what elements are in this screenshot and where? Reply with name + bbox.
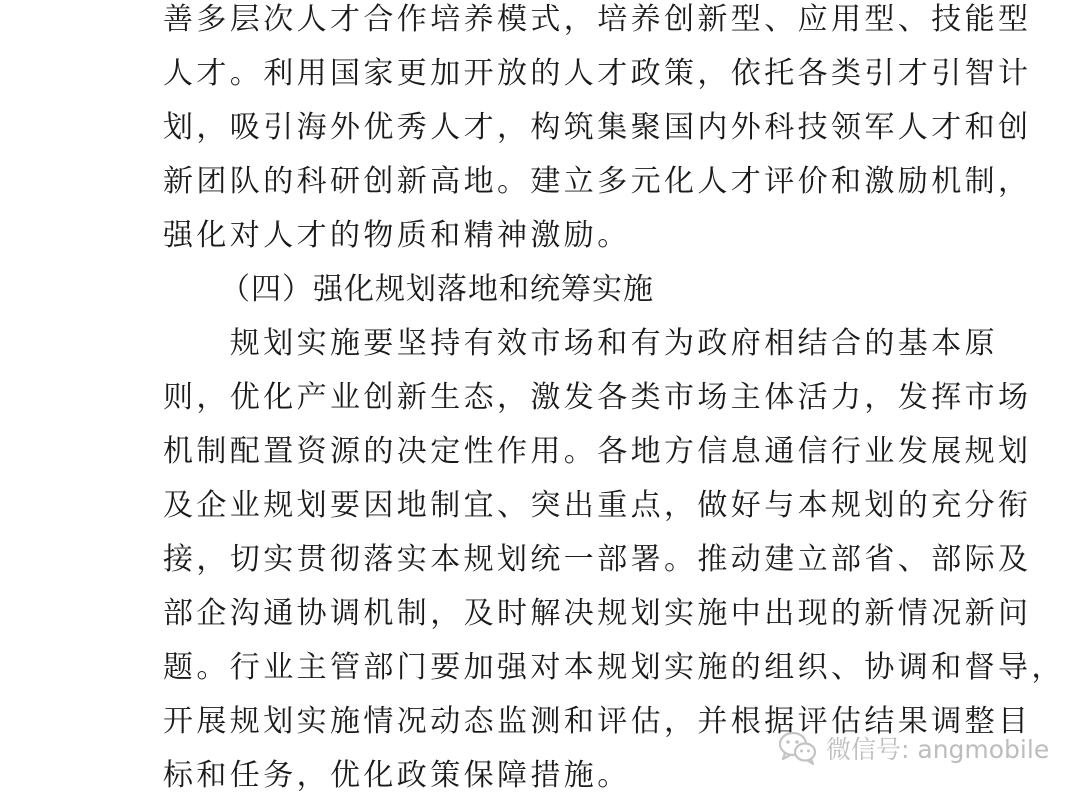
paragraph1-line-1: 善多层次人才合作培养模式，培养创新型、应用型、技能型 [163,2,1032,37]
section-heading: （四）强化规划落地和统筹实施 [220,272,654,307]
paragraph1-line-4: 新团队的科研创新高地。建立多元化人才评价和激励机制， [163,164,1032,199]
wechat-icon [778,730,818,766]
paragraph1-line-3: 划，吸引海外优秀人才，构筑集聚国内外科技领军人才和创 [163,110,1032,145]
paragraph2-line-5: 接，切实贯彻落实本规划统一部署。推动建立部省、部际及 [163,542,1032,577]
paragraph2-line-7: 题。行业主管部门要加强对本规划实施的组织、协调和督导， [163,650,1065,685]
paragraph2-line-1: 规划实施要坚持有效市场和有为政府相结合的基本原 [163,326,998,361]
watermark-text: 微信号: angmobile [826,735,1050,764]
paragraph2-line-6: 部企沟通协调机制，及时解决规划实施中出现的新情况新问 [163,596,1032,631]
paragraph2-line-3: 机制配置资源的决定性作用。各地方信息通信行业发展规划 [163,434,1032,469]
paragraph2-line-2: 则，优化产业创新生态，激发各类市场主体活力，发挥市场 [163,380,1032,415]
paragraph1-line-5: 强化对人才的物质和精神激励。 [163,218,631,253]
paragraph1-line-2: 人才。利用国家更加开放的人才政策，依托各类引才引智计 [163,56,1032,91]
paragraph2-line-8: 开展规划实施情况动态监测和评估，并根据评估结果调整目 [163,704,1032,739]
paragraph2-line-4: 及企业规划要因地制宜、突出重点，做好与本规划的充分衔 [163,488,1032,523]
paragraph2-line-9: 标和任务，优化政策保障措施。 [163,758,631,793]
wechat-watermark [778,728,1049,768]
